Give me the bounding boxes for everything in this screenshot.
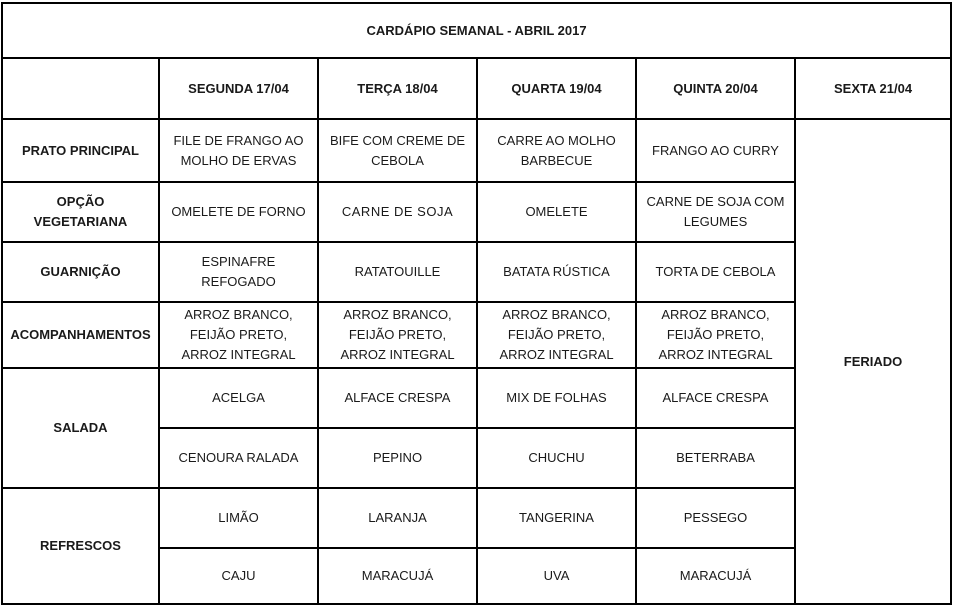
cell-salada2-quinta: BETERRABA <box>636 428 795 488</box>
column-header-terca: TERÇA 18/04 <box>318 58 477 119</box>
cell-salada1-quarta: MIX DE FOLHAS <box>477 368 636 428</box>
row-label-salada: SALADA <box>2 368 159 488</box>
column-header-quinta: QUINTA 20/04 <box>636 58 795 119</box>
corner-cell <box>2 58 159 119</box>
cell-guarnicao-quinta: TORTA DE CEBOLA <box>636 242 795 302</box>
weekly-menu-table <box>1 2 952 605</box>
cell-salada2-segunda: CENOURA RALADA <box>159 428 318 488</box>
cell-salada2-quarta: CHUCHU <box>477 428 636 488</box>
cell-acompanhamentos-segunda: ARROZ BRANCO, FEIJÃO PRETO, ARROZ INTEGRAL <box>159 302 318 368</box>
row-label-refrescos: REFRESCOS <box>2 488 159 604</box>
column-header-quarta: QUARTA 19/04 <box>477 58 636 119</box>
row-label-prato-principal: PRATO PRINCIPAL <box>2 119 159 182</box>
cell-refrescos2-terca: MARACUJÁ <box>318 548 477 604</box>
row-label-acompanhamentos: ACOMPANHAMENTOS <box>2 302 159 368</box>
title-row <box>2 3 951 58</box>
cell-refrescos2-quarta: UVA <box>477 548 636 604</box>
cell-opcao-vegetariana-segunda: OMELETE DE FORNO <box>159 182 318 242</box>
cell-guarnicao-terca: RATATOUILLE <box>318 242 477 302</box>
cell-refrescos1-terca: LARANJA <box>318 488 477 548</box>
cell-opcao-vegetariana-terca: CARNE DE SOJA <box>318 182 477 242</box>
cell-salada1-quinta: ALFACE CRESPA <box>636 368 795 428</box>
header-row <box>2 58 951 119</box>
cell-prato-principal-quarta: CARRE AO MOLHO BARBECUE <box>477 119 636 182</box>
page-title: CARDÁPIO SEMANAL - ABRIL 2017 <box>2 3 951 58</box>
cell-prato-principal-quinta: FRANGO AO CURRY <box>636 119 795 182</box>
column-header-sexta: SEXTA 21/04 <box>795 58 951 119</box>
cell-salada2-terca: PEPINO <box>318 428 477 488</box>
row-label-guarnicao: GUARNIÇÃO <box>2 242 159 302</box>
cell-refrescos2-quinta: MARACUJÁ <box>636 548 795 604</box>
cell-guarnicao-segunda: ESPINAFRE REFOGADO <box>159 242 318 302</box>
column-header-segunda: SEGUNDA 17/04 <box>159 58 318 119</box>
cell-prato-principal-segunda: FILE DE FRANGO AO MOLHO DE ERVAS <box>159 119 318 182</box>
table-row <box>2 119 951 182</box>
cell-acompanhamentos-terca: ARROZ BRANCO, FEIJÃO PRETO, ARROZ INTEGRAL <box>318 302 477 368</box>
holiday-cell: FERIADO <box>795 119 951 604</box>
cell-acompanhamentos-quinta: ARROZ BRANCO, FEIJÃO PRETO, ARROZ INTEGRAL <box>636 302 795 368</box>
row-label-opcao-vegetariana: OPÇÃO VEGETARIANA <box>2 182 159 242</box>
cell-salada1-segunda: ACELGA <box>159 368 318 428</box>
cell-refrescos1-quinta: PESSEGO <box>636 488 795 548</box>
cell-opcao-vegetariana-quinta: CARNE DE SOJA COM LEGUMES <box>636 182 795 242</box>
cell-acompanhamentos-quarta: ARROZ BRANCO, FEIJÃO PRETO, ARROZ INTEGRAL <box>477 302 636 368</box>
cell-guarnicao-quarta: BATATA RÚSTICA <box>477 242 636 302</box>
cell-salada1-terca: ALFACE CRESPA <box>318 368 477 428</box>
cell-opcao-vegetariana-quarta: OMELETE <box>477 182 636 242</box>
cell-refrescos1-quarta: TANGERINA <box>477 488 636 548</box>
cell-prato-principal-terca: BIFE COM CREME DE CEBOLA <box>318 119 477 182</box>
cell-refrescos1-segunda: LIMÃO <box>159 488 318 548</box>
cell-refrescos2-segunda: CAJU <box>159 548 318 604</box>
